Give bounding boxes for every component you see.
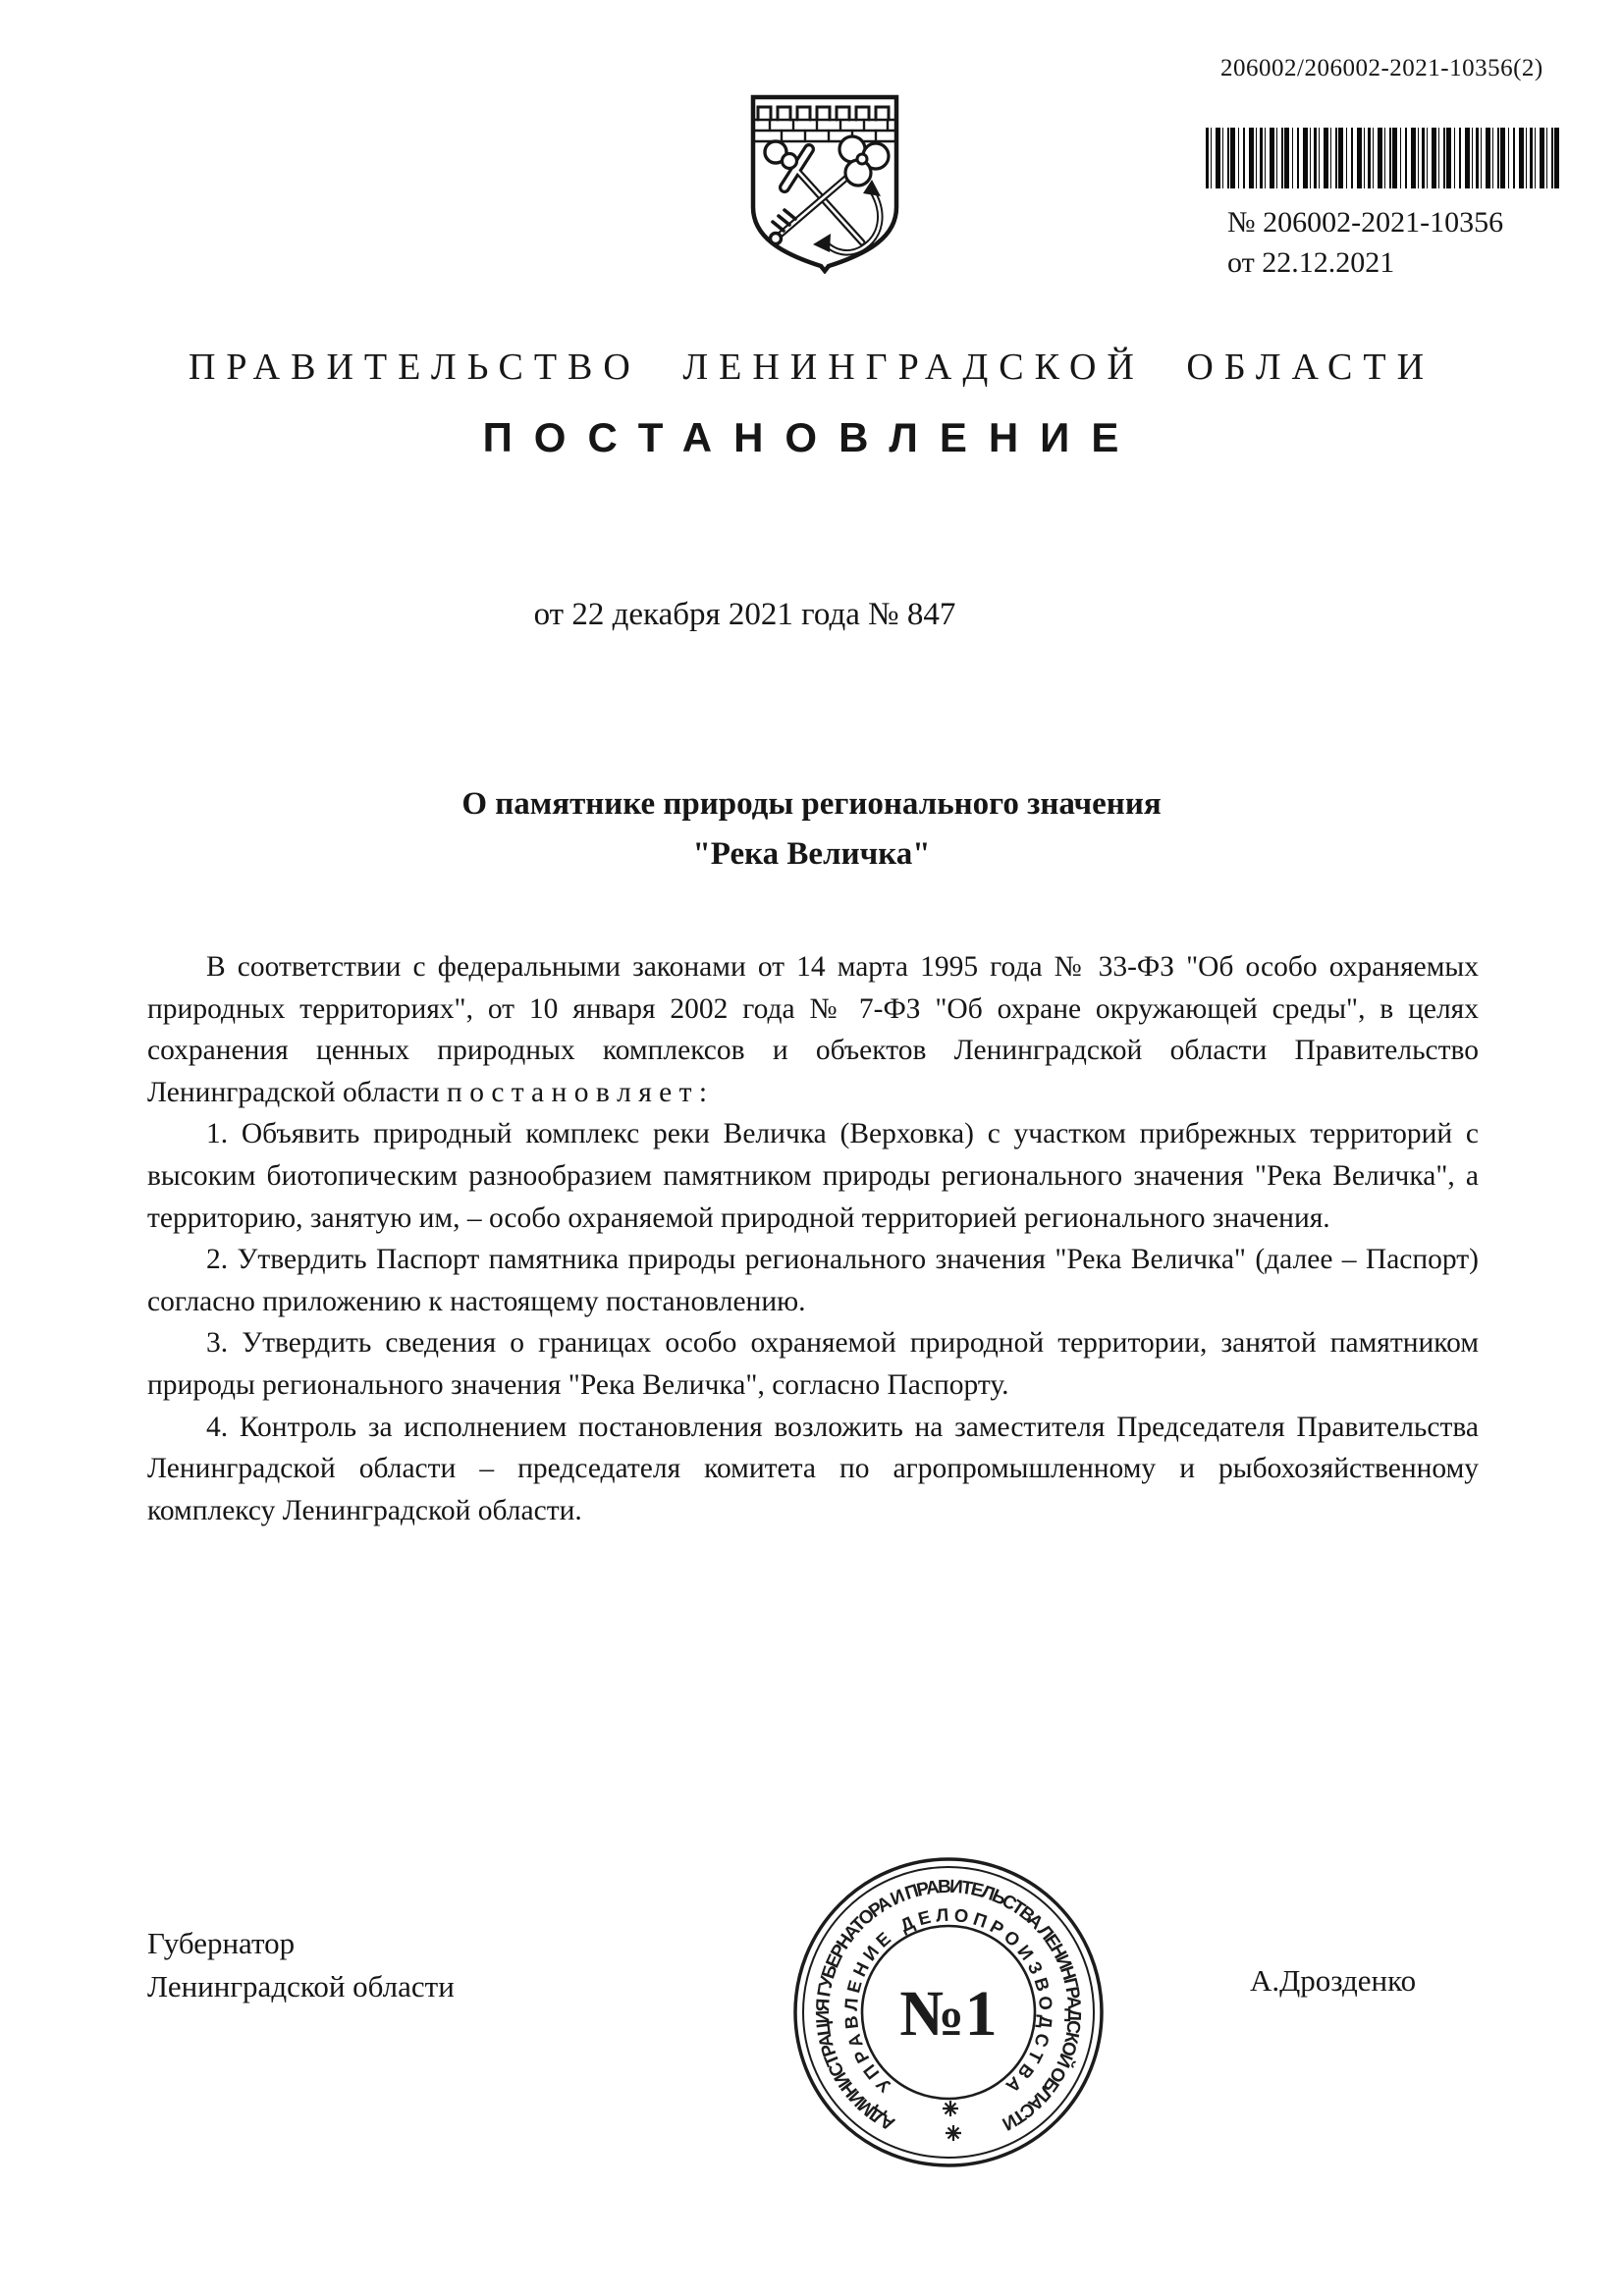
signatory-position-line-2: Ленинградской области	[147, 1969, 455, 2003]
signatory-name: А.Дрозденко	[1250, 1963, 1417, 1998]
document-type-title: ПОСТАНОВЛЕНИЕ	[482, 414, 1141, 460]
subject-line-2: "Река Величка"	[692, 836, 931, 872]
paragraph-item-1: 1. Объявить природный комплекс реки Величка (Верховка) с участком прибрежных территорий с высоким биотопическим разнообразием памятником природы регионального значения "Река Величка", а территорию, занятую им, – особо охраняемой природной территорией регионального значения.	[147, 1118, 1479, 1234]
doc-reference-number: 206002/206002-2021-10356(2)	[1220, 55, 1543, 81]
stamp-inner-text: УПРАВЛЕНИЕ ДЕЛОПРОИЗВОДСТВА	[839, 1903, 1057, 2098]
document-body	[147, 946, 1479, 1531]
registration-date: от 22.12.2021	[1227, 246, 1395, 279]
document-subject	[0, 779, 1623, 880]
official-stamp	[791, 1855, 1106, 2169]
paragraph-item-4: 4. Контроль за исполнением постановления возложить на заместителя Председателя Правительства Ленинградской области – председателя комитета по агропромышленному и рыбохозяйственному комплексу Ленинградской области.	[147, 1411, 1479, 1526]
document-date-number: от 22 декабря 2021 года № 847	[533, 597, 956, 632]
stamp-outer-text: АДМИНИСТРАЦИЯ ГУБЕРНАТОРА И ПРАВИТЕЛЬСТВА ЛЕНИНГРАДСКОЙ ОБЛАСТИ	[812, 1876, 1085, 2134]
coat-of-arms-icon	[748, 93, 901, 274]
signatory-position-line-1: Губернатор	[147, 1926, 296, 1960]
barcode	[1206, 128, 1561, 188]
paragraph-item-3: 3. Утвердить сведения о границах особо охраняемой природной территории, занятой памятником природы регионального значения "Река Величка", согласно Паспорту.	[147, 1327, 1479, 1401]
organization-title: ПРАВИТЕЛЬСТВО ЛЕНИНГРАДСКОЙ ОБЛАСТИ	[188, 347, 1435, 388]
paragraph-preamble: В соответствии с федеральными законами от 14 марта 1995 года № 33-ФЗ "Об особо охраняемых природных территориях", от 10 января 2002 года № 7-ФЗ "Об охране окружающей среды", в целях сохранения ценных природных комплексов и объектов Ленинградской области Правительство Ленинградской области п о с т а н о в л я е т :	[147, 951, 1479, 1108]
subject-line-1: О памятнике природы регионального значения	[461, 786, 1162, 822]
registration-block	[1227, 202, 1503, 283]
stamp-center-number: №1	[899, 1978, 998, 2050]
star-icon	[943, 2101, 958, 2116]
star-icon	[946, 2125, 961, 2141]
registration-number: № 206002-2021-10356	[1227, 206, 1504, 239]
signatory-position	[147, 1922, 455, 2008]
paragraph-item-2: 2. Утвердить Паспорт памятника природы регионального значения "Река Величка" (далее – Паспорт) согласно приложению к настоящему постановлению.	[147, 1244, 1479, 1317]
